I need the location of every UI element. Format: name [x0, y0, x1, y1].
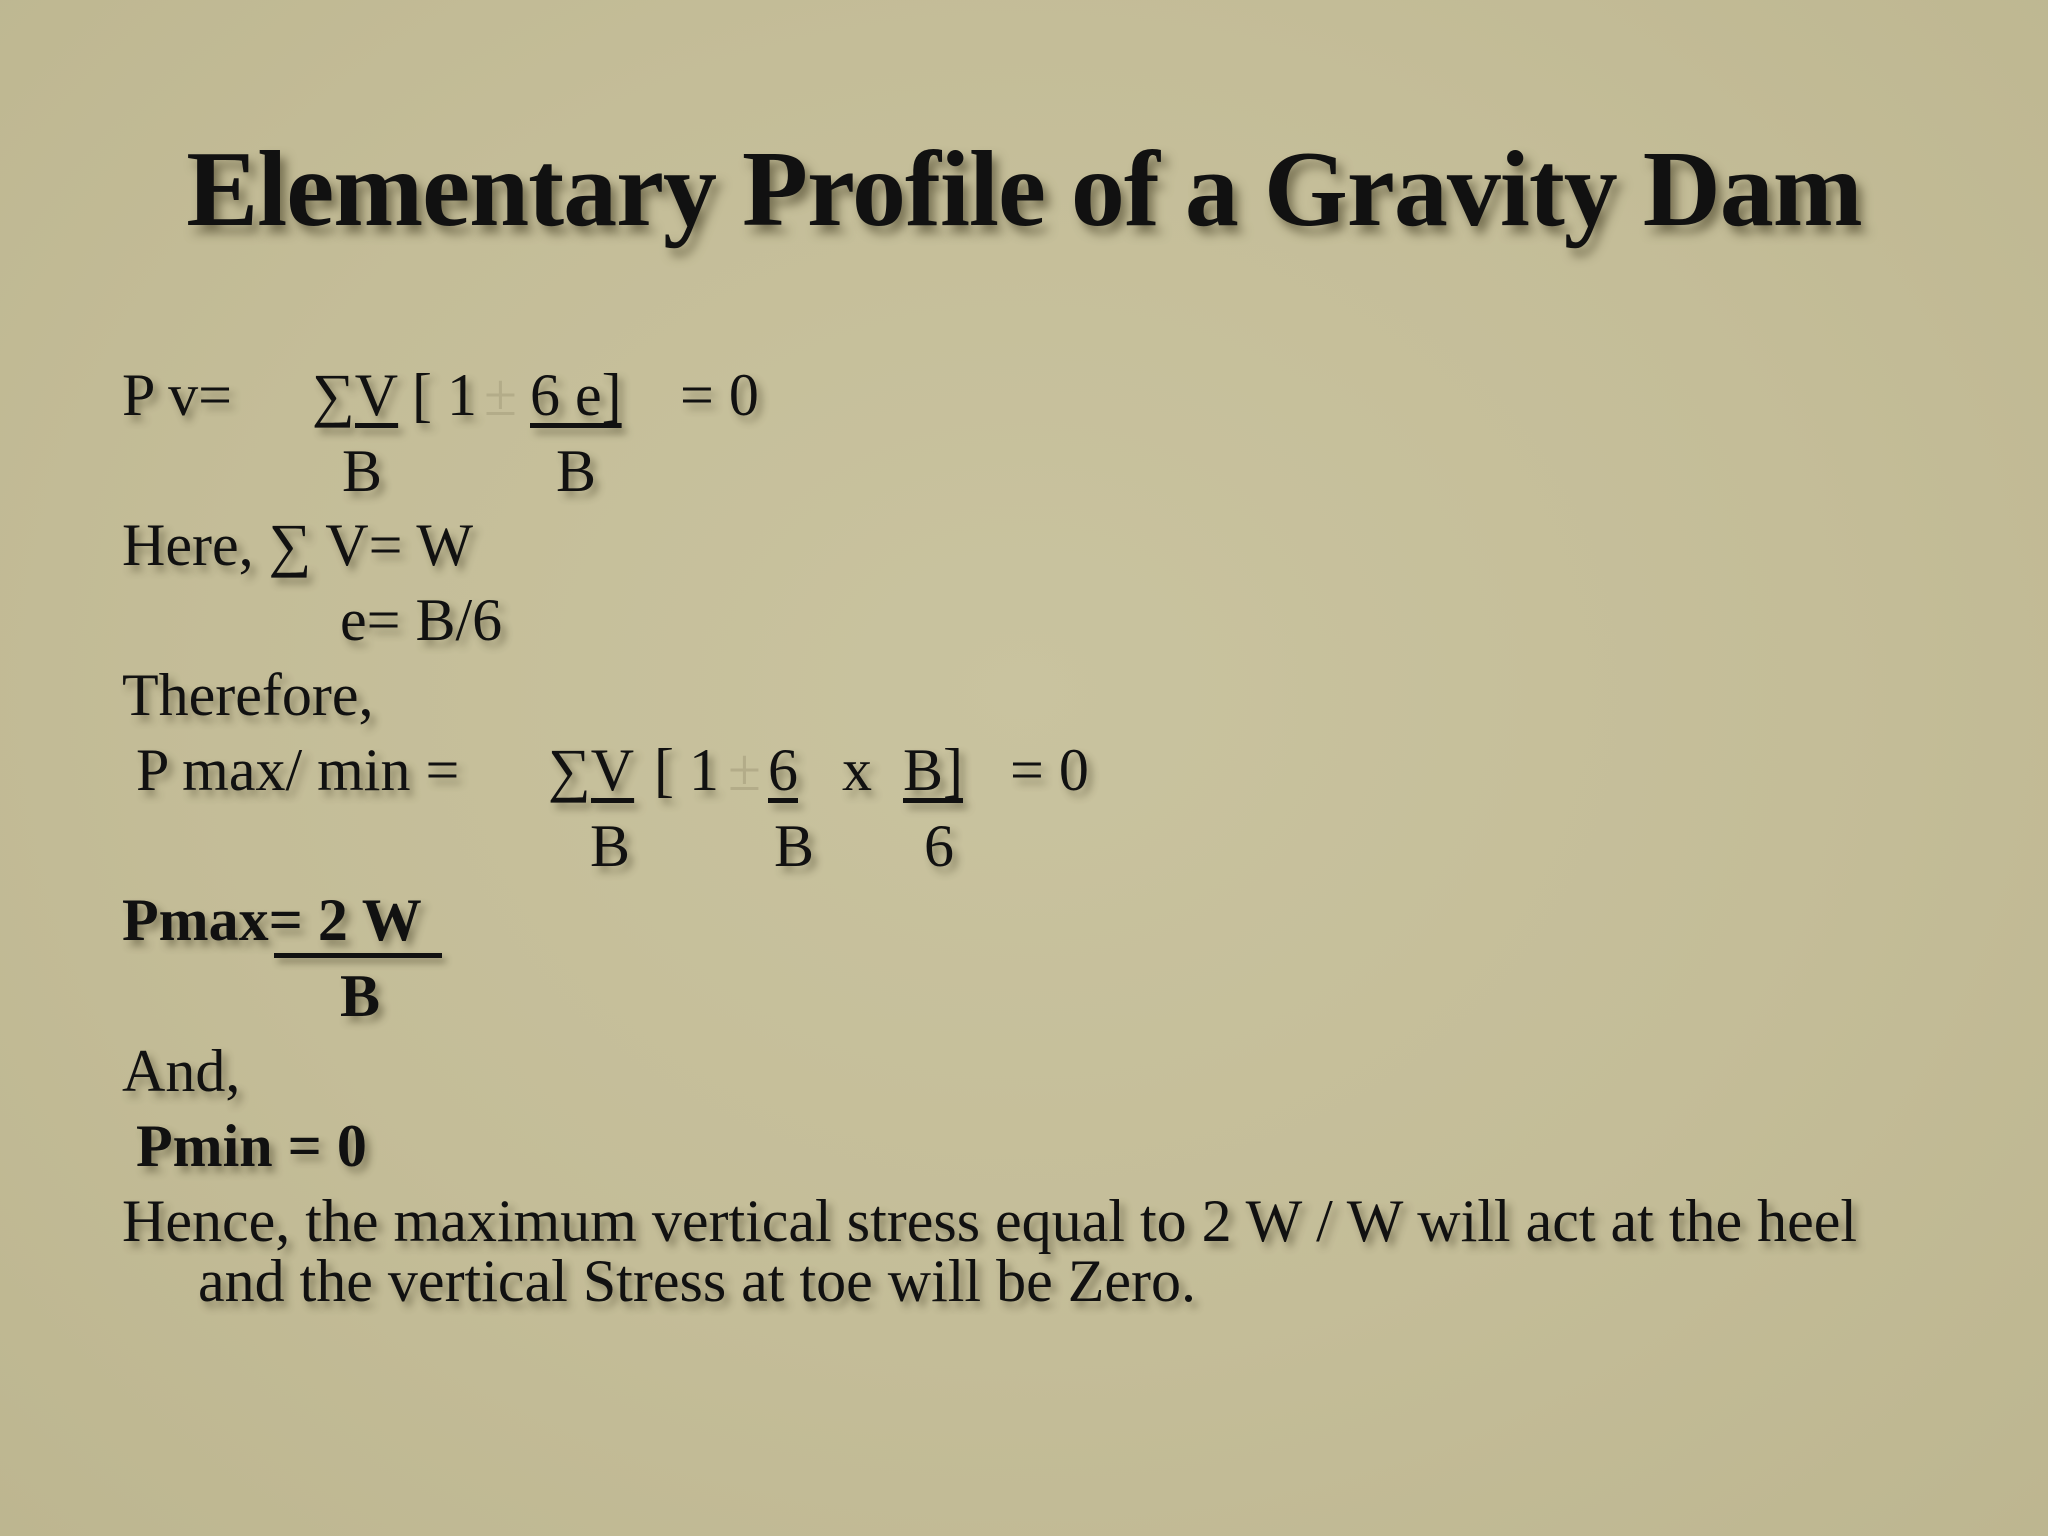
eq2-bracket-open: [ 1: [654, 737, 719, 803]
therefore-text: Therefore,: [122, 662, 374, 728]
eq2-b-numerator: B]: [903, 737, 963, 803]
pmax-numerator: Pmax= 2 W: [122, 887, 422, 953]
slide-title: Elementary Profile of a Gravity Dam: [186, 130, 1862, 249]
conclusion-line-2: and the vertical Stress at toe will be Zero.: [198, 1248, 1196, 1314]
eq2-denominator-3: 6: [924, 813, 954, 879]
eq2-plus-minus: ±: [728, 737, 761, 803]
pmax-fraction-bar: [274, 953, 442, 958]
here-line: Here, ∑ V= W: [122, 512, 473, 578]
eq1-label: P v=: [122, 362, 232, 428]
pmin-equation: Pmin = 0: [136, 1113, 367, 1179]
eq2-sum-numerator: ∑V: [548, 737, 635, 803]
eq1-denominator-2: B: [556, 438, 597, 504]
eq2-denominator-2: B: [774, 813, 815, 879]
pmax-denominator: B: [340, 963, 381, 1029]
eccentricity-line: e= B/6: [340, 587, 503, 653]
eq1-plus-minus: ±: [484, 362, 517, 428]
eq2-denominator-1: B: [590, 813, 631, 879]
eq2-times: x: [842, 737, 872, 803]
eq2-label: P max/ min =: [136, 737, 460, 803]
eq1-sum-numerator: ∑V: [312, 362, 399, 428]
and-text: And,: [122, 1038, 241, 1104]
eq1-six-e-numerator: 6 e]: [530, 362, 622, 428]
eq1-denominator-1: B: [342, 438, 383, 504]
eq1-equals-zero: = 0: [680, 362, 759, 428]
eq2-six-numerator: 6: [768, 737, 798, 803]
eq1-bracket-open: [ 1: [412, 362, 477, 428]
conclusion-line-1: Hence, the maximum vertical stress equal to 2 W / W will act at the heel: [122, 1188, 1858, 1254]
eq2-equals-zero: = 0: [1010, 737, 1089, 803]
